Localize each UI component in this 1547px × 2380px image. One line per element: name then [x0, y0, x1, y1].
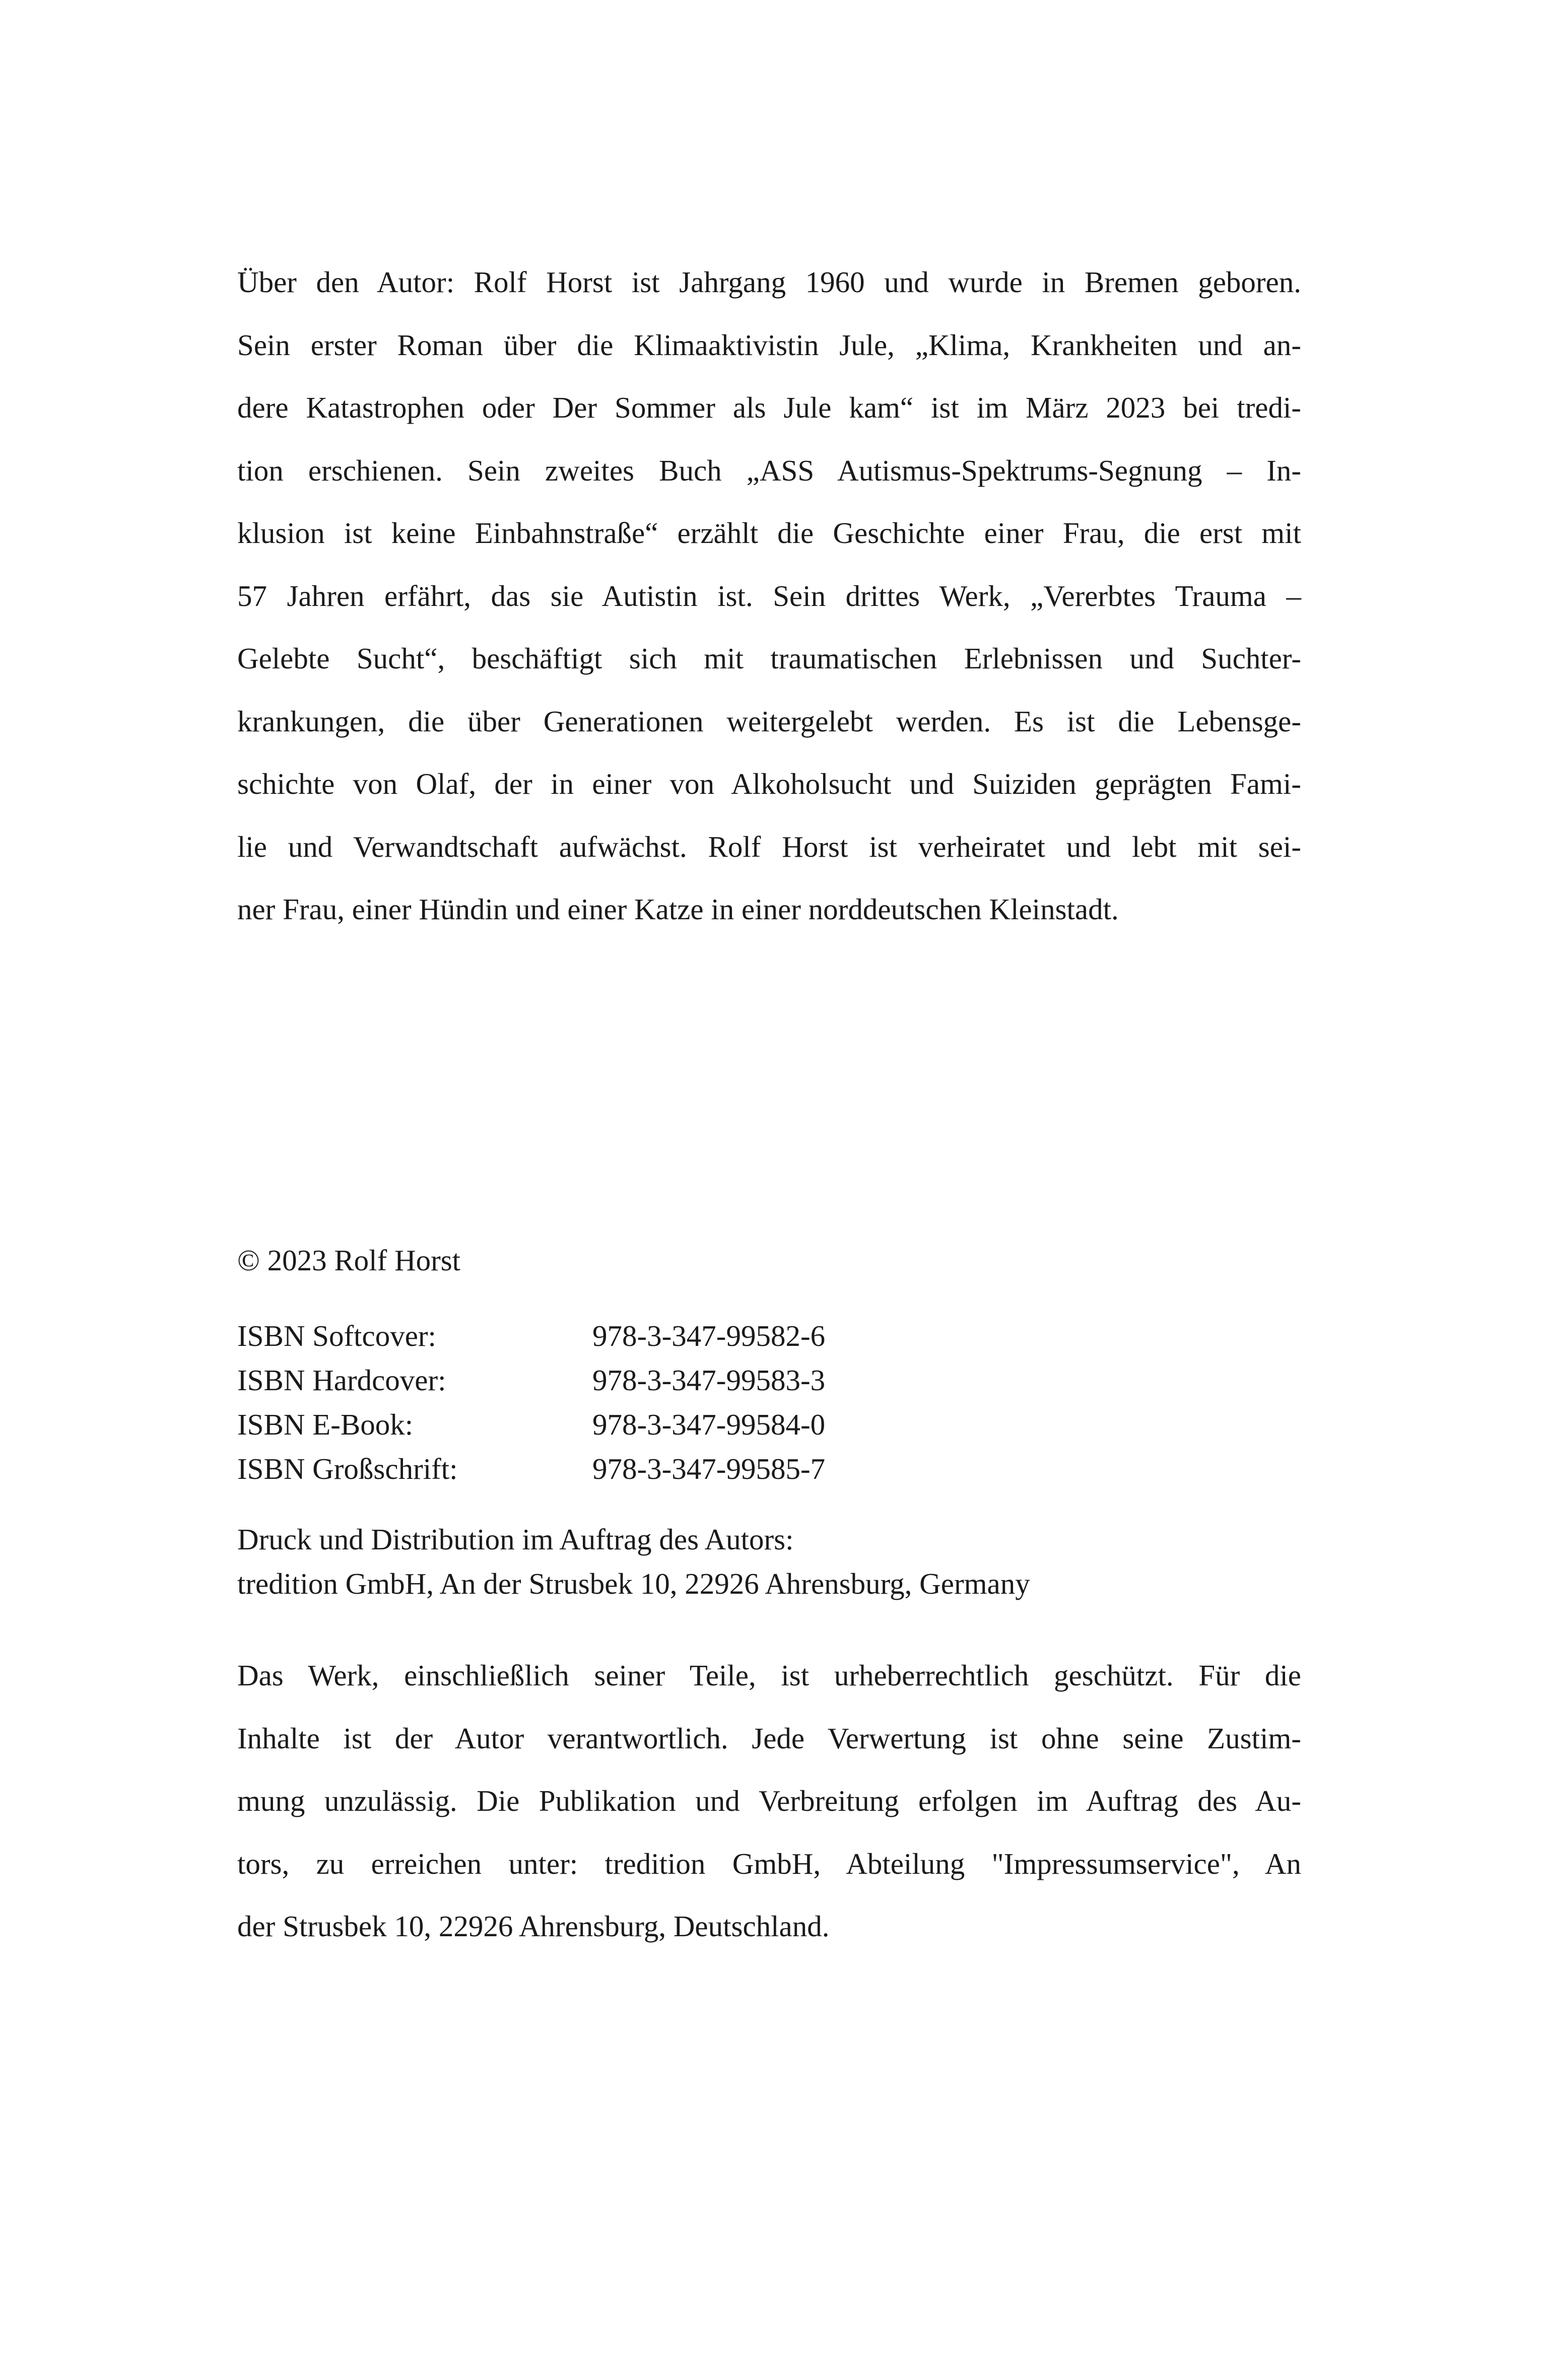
- legal-notice-paragraph: [237, 1644, 1301, 1958]
- text-line: der Strusbek 10, 22926 Ahrensburg, Deutschland.: [237, 1910, 830, 1943]
- isbn-label: ISBN Hardcover:: [237, 1364, 446, 1397]
- text-line: tion erschienen. Sein zweites Buch „ASS Autismus-Spektrums-Segnung – In-: [237, 453, 1301, 487]
- isbn-row-large-print: [237, 1447, 945, 1491]
- isbn-list: [237, 1314, 945, 1491]
- isbn-number: 978-3-347-99585-7: [592, 1452, 826, 1485]
- isbn-number: 978-3-347-99584-0: [592, 1408, 826, 1441]
- text-line: Das Werk, einschließlich seiner Teile, ist urheberrechtlich geschützt. Für die: [237, 1659, 1301, 1692]
- print-distribution-info: [237, 1517, 1030, 1606]
- text-line: Über den Autor: Rolf Horst ist Jahrgang 1960 und wurde in Bremen geboren.: [237, 265, 1301, 299]
- publisher-address: tredition GmbH, An der Strusbek 10, 22926 Ahrensburg, Germany: [237, 1567, 1030, 1600]
- isbn-label: ISBN E-Book:: [237, 1408, 414, 1441]
- text-line: Sein erster Roman über die Klimaaktivistin Jule, „Klima, Krankheiten und an-: [237, 328, 1301, 362]
- text-line: tors, zu erreichen unter: tredition GmbH, Abteilung "Impressumservice", An: [237, 1847, 1301, 1880]
- text-line: Inhalte ist der Autor verantwortlich. Jede Verwertung ist ohne seine Zustim-: [237, 1721, 1301, 1755]
- text-line: 57 Jahren erfährt, das sie Autistin ist. Sein drittes Werk, „Vererbtes Trauma –: [237, 579, 1301, 613]
- text-line: lie und Verwandtschaft aufwächst. Rolf Horst ist verheiratet und lebt mit sei-: [237, 830, 1301, 863]
- text-line: mung unzulässig. Die Publikation und Verbreitung erfolgen im Auftrag des Au-: [237, 1784, 1301, 1817]
- print-info-line: Druck und Distribution im Auftrag des Autors:: [237, 1523, 794, 1556]
- about-author-paragraph: [237, 251, 1301, 941]
- isbn-label: ISBN Großschrift:: [237, 1452, 458, 1485]
- isbn-label: ISBN Softcover:: [237, 1319, 436, 1352]
- copyright-notice: © 2023 Rolf Horst: [237, 1244, 461, 1277]
- isbn-number: 978-3-347-99582-6: [592, 1319, 826, 1352]
- isbn-number: 978-3-347-99583-3: [592, 1364, 826, 1397]
- isbn-row-hardcover: [237, 1358, 945, 1402]
- text-line: klusion ist keine Einbahnstraße“ erzählt die Geschichte einer Frau, die erst mit: [237, 516, 1301, 550]
- text-line: ner Frau, einer Hündin und einer Katze in einer norddeutschen Kleinstadt.: [237, 893, 1119, 926]
- text-line: Gelebte Sucht“, beschäftigt sich mit traumatischen Erlebnissen und Suchter-: [237, 642, 1301, 675]
- text-line: dere Katastrophen oder Der Sommer als Jule kam“ ist im März 2023 bei tredi-: [237, 391, 1301, 424]
- isbn-row-softcover: [237, 1314, 945, 1358]
- text-line: krankungen, die über Generationen weitergelebt werden. Es ist die Lebensge-: [237, 704, 1301, 738]
- isbn-row-ebook: [237, 1402, 945, 1447]
- text-line: schichte von Olaf, der in einer von Alkoholsucht und Suiziden geprägten Fami-: [237, 767, 1301, 800]
